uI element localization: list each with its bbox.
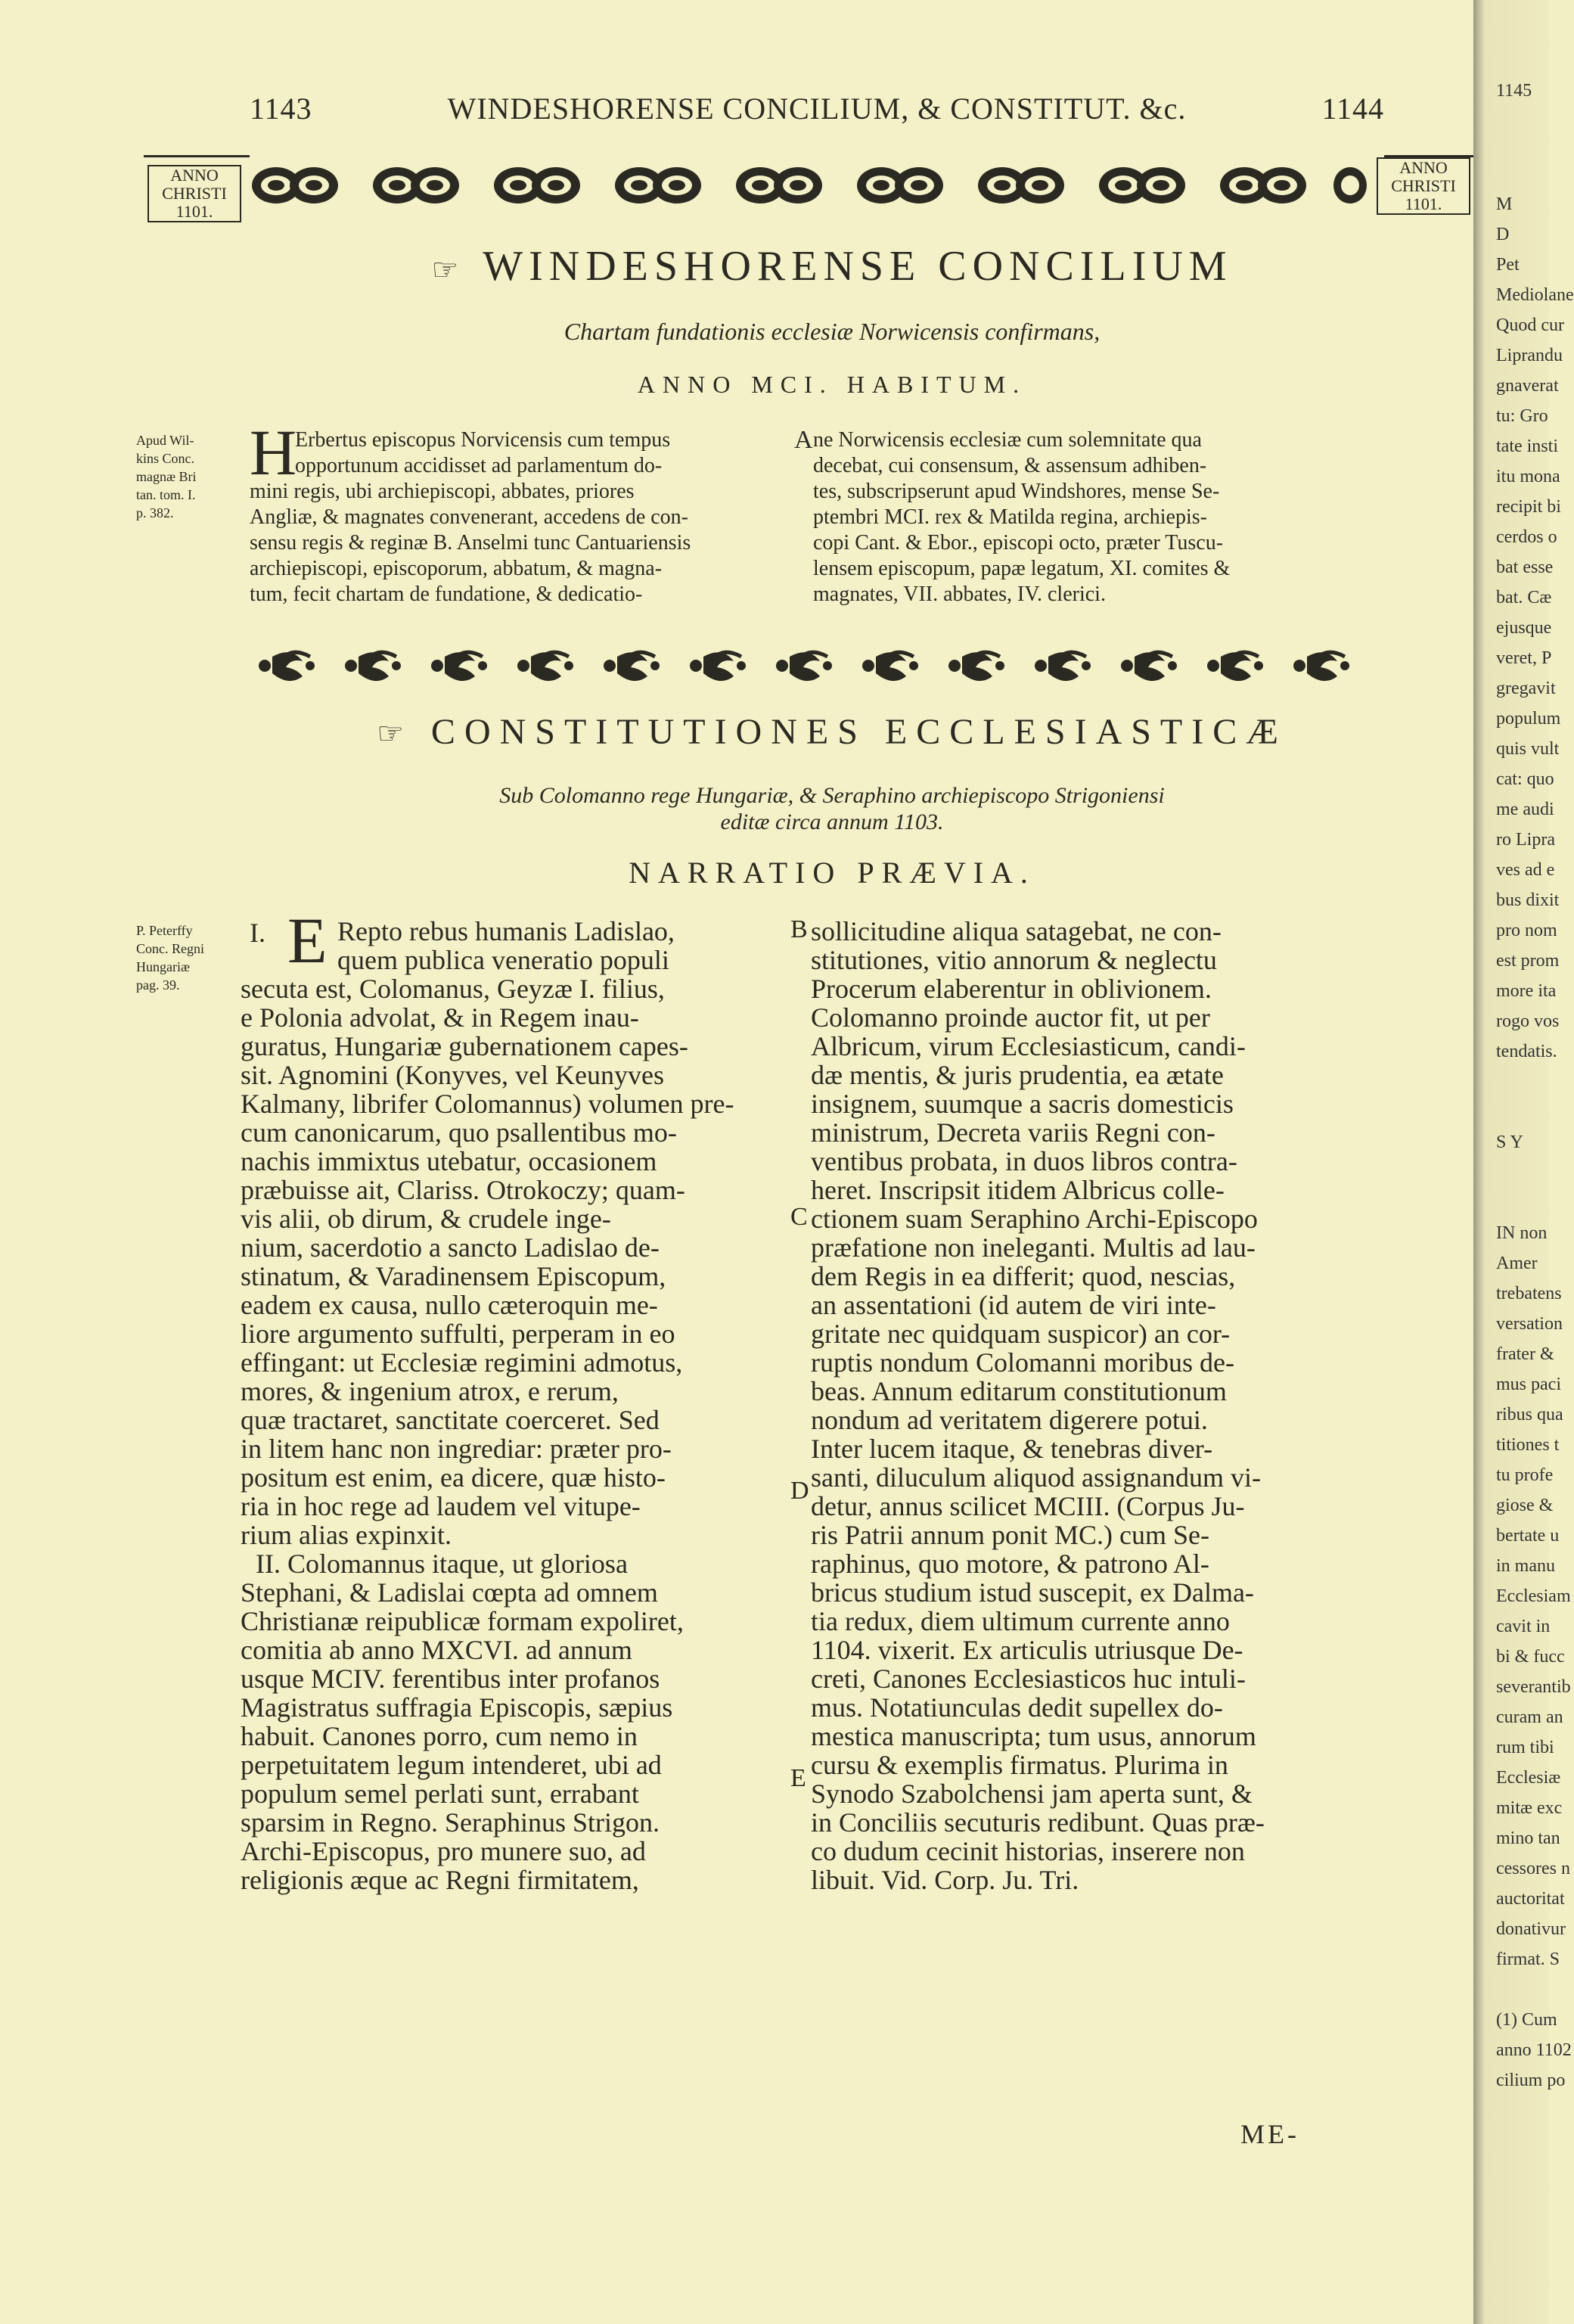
header-rule-left	[144, 155, 250, 157]
edge-line: rum tibi	[1496, 1738, 1554, 1757]
edge-line: me audi	[1496, 800, 1554, 819]
margin-letter-c: C	[790, 1203, 808, 1231]
text-line: heret. Inscripsit itidem Albricus colle-	[811, 1175, 1225, 1205]
edge-line: bat esse	[1496, 558, 1554, 577]
page-number-right: 1144	[1321, 92, 1384, 126]
text-line: decebat, cui consensum, & assensum adhiben-	[813, 454, 1207, 477]
edge-line: donativur	[1496, 1919, 1566, 1939]
text-line: tum, fecit chartam de fundatione, & dedicatio-	[250, 583, 643, 606]
text-line: Magistratus suffragia Episcopis, sæpius	[241, 1692, 673, 1723]
edge-line: mino tan	[1496, 1828, 1560, 1848]
text-line: quæ tractaret, sanctitate coerceret. Sed	[241, 1405, 660, 1435]
section2-left-column	[241, 917, 787, 1894]
text-line: secuta est, Colomanus, Geyzæ I. filius,	[241, 974, 665, 1004]
text-line: populum semel perlati sunt, errabant	[241, 1779, 639, 1809]
text-line: creti, Canones Ecclesiasticos huc intuli-	[811, 1664, 1246, 1694]
text-line: mores, & ingenium atrox, e rerum,	[241, 1376, 619, 1406]
adjacent-page-number: 1145	[1496, 81, 1532, 101]
section2-subtitle-line2: editæ circa annum 1103.	[720, 809, 944, 834]
text-line: sensu regis & reginæ B. Anselmi tunc Cantuariensis	[250, 531, 691, 555]
text-line: stinatum, & Varadinensem Episcopum,	[241, 1261, 666, 1291]
edge-line	[1496, 1067, 1549, 1097]
text-line: sparsim in Regno. Seraphinus Strigon.	[241, 1807, 660, 1838]
text-line: Kalmany, librifer Colomannus) volumen pre-	[241, 1089, 734, 1119]
text-line: cursu & exemplis firmatus. Plurima in	[811, 1750, 1228, 1780]
text-line: ruptis nondum Colomanni moribus de-	[811, 1347, 1234, 1378]
edge-line: in manu	[1496, 1556, 1555, 1576]
text-line: ria in hoc rege ad laudem vel vitupe-	[241, 1491, 641, 1521]
text-line: archiepiscopi, episcoporum, abbatum, & magna-	[250, 557, 663, 580]
edge-line: gregavit	[1496, 679, 1556, 698]
text-line: dæ mentis, & juris prudentia, ea ætate	[811, 1060, 1224, 1090]
edge-line: giose &	[1496, 1496, 1554, 1515]
christi-label: CHRISTI	[1391, 176, 1456, 195]
adjacent-page-lines	[1496, 189, 1574, 2096]
christi-label: CHRISTI	[162, 184, 227, 203]
text-line: bricus studium istud suscepit, ex Dalma-	[811, 1577, 1254, 1608]
text-line: raphinus, quo motore, & patrono Al-	[811, 1549, 1209, 1579]
text-line: Colomanno proinde auctor fit, ut per	[811, 1002, 1210, 1033]
text-line: gritate nec quidquam suspicor) an cor-	[811, 1319, 1231, 1349]
text-line: libuit. Vid. Corp. Ju. Tri.	[811, 1865, 1079, 1895]
edge-line: bi & fucc	[1496, 1647, 1565, 1667]
text-line: usque MCIV. ferentibus inter profanos	[241, 1664, 660, 1694]
edge-line	[1496, 1097, 1549, 1127]
margin-line: Apud Wil-	[136, 433, 194, 448]
text-line: religionis æque ac Regni firmitatem,	[241, 1865, 639, 1895]
section2-margin-note	[136, 921, 242, 994]
text-line: habuit. Canones porro, cum nemo in	[241, 1721, 638, 1751]
anno-label: ANNO	[170, 166, 219, 185]
text-line: II. Colomannus itaque, ut gloriosa	[256, 1549, 628, 1579]
margin-line: P. Peterffy	[136, 923, 193, 938]
text-line: ctionem suam Seraphino Archi-Episcopo	[811, 1204, 1258, 1234]
running-title: WINDESHORENSE CONCILIUM, & CONSTITUT. &c.	[447, 92, 1187, 126]
text-line: tia redux, diem ultimum currente anno	[811, 1606, 1230, 1636]
text-line: insignem, suumque a sacris domesticis	[811, 1089, 1234, 1119]
year-label: 1101.	[1405, 194, 1442, 213]
edge-line: Liprandu	[1496, 346, 1563, 365]
text-line: eadem ex causa, nullo cæteroquin me-	[241, 1290, 658, 1320]
section1-margin-note	[136, 431, 242, 522]
edge-line: itu mona	[1496, 467, 1560, 486]
section1-left-column	[250, 427, 790, 607]
edge-line: cat: quo	[1496, 769, 1554, 789]
edge-line: tu profe	[1496, 1465, 1554, 1485]
section1-anno: ANNO MCI. HABITUM.	[637, 371, 1027, 398]
text-line: ris Patrii annum ponit MC.) cum Se-	[811, 1520, 1209, 1550]
text-line: sit. Agnomini (Konyves, vel Keunyves	[241, 1060, 664, 1090]
text-line: santi, diluculum aliquod assignandum vi-	[811, 1462, 1261, 1493]
edge-line	[1496, 1974, 1549, 2005]
text-line: rium alias expinxit.	[241, 1520, 452, 1550]
text-line: ptembri MCI. rex & Matilda regina, archiepis-	[813, 505, 1207, 529]
edge-line: veret, P	[1496, 648, 1552, 668]
margin-letter-a: A	[794, 426, 813, 454]
text-line: Erbertus episcopus Norvicensis cum tempus	[295, 428, 671, 452]
text-line: tes, subscripserunt apud Windshores, mense Se-	[813, 480, 1220, 503]
edge-line: tu: Gro	[1496, 406, 1548, 426]
text-line: Christianæ reipublicæ formam expoliret,	[241, 1606, 684, 1636]
anno-christi-right	[1377, 157, 1470, 215]
margin-line: Conc. Regni	[136, 941, 204, 956]
edge-line: Ecclesiæ	[1496, 1768, 1561, 1788]
text-line: sollicitudine aliqua satagebat, ne con-	[811, 916, 1222, 946]
text-line: in Conciliis secuturis redibunt. Quas præ-	[811, 1807, 1265, 1838]
edge-line: mitæ exc	[1496, 1798, 1563, 1818]
paragraph-numeral: I.	[250, 918, 265, 948]
edge-line: more ita	[1496, 981, 1557, 1001]
edge-line: bertate u	[1496, 1526, 1560, 1546]
margin-letter-b: B	[790, 915, 808, 943]
text-line: Synodo Szabolchensi jam aperta sunt, &	[811, 1779, 1253, 1809]
section2-title-text: CONSTITUTIONES ECCLESIASTICÆ	[430, 712, 1287, 752]
text-line: effingant: ut Ecclesiæ regimini admotus,	[241, 1347, 683, 1378]
edge-line: populum	[1496, 709, 1561, 729]
running-header	[250, 91, 1384, 136]
pointing-hand-icon: ☞	[377, 716, 413, 750]
section1-dropcap: H	[250, 416, 297, 489]
edge-line: (1) Cum	[1496, 2010, 1557, 2030]
edge-line: auctoritat	[1496, 1889, 1565, 1909]
edge-line: firmat. S	[1496, 1950, 1560, 1969]
text-line: mestica manuscripta; tum usus, annorum	[811, 1721, 1256, 1751]
edge-line: rogo vos	[1496, 1011, 1560, 1031]
text-line: Archi-Episcopus, pro munere suo, ad	[241, 1836, 646, 1866]
section1-subtitle: Chartam fundationis ecclesiæ Norwicensis confirmans,	[563, 318, 1101, 345]
section1-title	[303, 242, 1361, 290]
edge-line: Ecclesiam	[1496, 1586, 1571, 1606]
text-line: stitutiones, vitio annorum & neglectu	[811, 945, 1217, 975]
text-line: cum canonicarum, quo psallentibus mo-	[241, 1117, 677, 1148]
text-line: Inter lucem itaque, & tenebras diver-	[811, 1434, 1213, 1464]
text-line: positum est enim, ea dicere, quæ histo-	[241, 1462, 666, 1493]
edge-line: severantib	[1496, 1677, 1571, 1697]
edge-line: M	[1496, 194, 1513, 214]
margin-line: Hungariæ	[136, 959, 190, 974]
text-line: copi Cant. & Ebor., episcopi octo, præter Tuscu-	[813, 531, 1224, 555]
adjacent-page-edge	[1473, 0, 1574, 2324]
text-line: liore argumento suffulti, perperam in eo	[241, 1319, 675, 1349]
edge-line: S Y	[1496, 1132, 1523, 1152]
edge-line: est prom	[1496, 951, 1560, 971]
text-line: lensem episcopum, papæ legatum, XI. comites &	[813, 557, 1231, 580]
anno-christi-left	[147, 165, 241, 222]
edge-line: ribus qua	[1496, 1405, 1563, 1425]
edge-line: Mediolane	[1496, 285, 1574, 305]
edge-line: tendatis.	[1496, 1042, 1557, 1061]
edge-line: D	[1496, 225, 1510, 244]
adjacent-page-text	[1496, 76, 1549, 106]
text-line: Repto rebus humanis Ladislao,	[337, 916, 675, 946]
ornament-band-middle	[250, 643, 1369, 688]
text-line: mus. Notatiunculas dedit supellex do-	[811, 1692, 1223, 1723]
catchword: ME-	[1240, 2119, 1299, 2149]
text-line: e Polonia advolat, & in Regem inau-	[241, 1002, 639, 1033]
margin-line: pag. 39.	[136, 977, 180, 993]
section1-title-text: WINDESHORENSE CONCILIUM	[483, 243, 1233, 290]
edge-line: curam an	[1496, 1707, 1563, 1727]
edge-line: bat. Cæ	[1496, 588, 1552, 607]
edge-line: mus paci	[1496, 1375, 1561, 1394]
text-line: an assentationi (id autem de viri inte-	[811, 1290, 1216, 1320]
text-line: perpetuitatem legum intenderet, ubi ad	[241, 1750, 662, 1780]
margin-line: tan. tom. I.	[136, 487, 196, 502]
margin-letter-d: D	[790, 1477, 809, 1505]
text-line: vis alii, ob dirum, & crudele inge-	[241, 1204, 611, 1234]
edge-line: recipit bi	[1496, 497, 1561, 517]
margin-line: kins Conc.	[136, 451, 195, 466]
edge-line: cilium po	[1496, 2071, 1566, 2090]
edge-line	[1496, 1157, 1549, 1188]
section2-right-column	[811, 917, 1369, 1894]
section2-subtitle-line1: Sub Colomanno rege Hungariæ, & Seraphino archiepiscopo Strigoniensi	[499, 783, 1165, 808]
edge-line: cavit in	[1496, 1617, 1551, 1636]
pointing-hand-icon: ☞	[431, 253, 465, 287]
text-line: Stephani, & Ladislai cœpta ad omnem	[241, 1577, 658, 1608]
edge-line: versation	[1496, 1314, 1563, 1334]
text-line: Procerum elaberentur in oblivionem.	[811, 974, 1212, 1004]
text-line: nachis immixtus utebatur, occasionem	[241, 1146, 657, 1176]
edge-line: cerdos o	[1496, 527, 1557, 547]
text-line: detur, annus scilicet MCIII. (Corpus Ju-	[811, 1491, 1245, 1521]
margin-line: magnæ Bri	[136, 469, 197, 484]
text-line: Albricum, virum Ecclesiasticum, candi-	[811, 1031, 1246, 1061]
section1-right-column	[813, 427, 1369, 607]
edge-line: tate insti	[1496, 437, 1558, 456]
text-line: co dudum cecinit historias, inserere non	[811, 1836, 1245, 1866]
text-line: magnates, VII. abbates, IV. clerici.	[813, 583, 1106, 606]
text-line: nondum ad veritatem digerere potui.	[811, 1405, 1208, 1435]
section2-title	[303, 711, 1361, 753]
edge-line: Pet	[1496, 255, 1520, 275]
text-line: præfatione non ineleganti. Multis ad lau-	[811, 1232, 1256, 1263]
edge-line: ves ad e	[1496, 860, 1555, 880]
edge-line: pro nom	[1496, 921, 1557, 940]
ornament-band-top	[250, 159, 1369, 212]
year-label: 1101.	[175, 202, 213, 221]
edge-line: anno 1102	[1496, 2040, 1572, 2060]
edge-line: IN non	[1496, 1223, 1548, 1243]
text-line: nium, sacerdotio a sancto Ladislao de-	[241, 1232, 660, 1263]
edge-line: titiones t	[1496, 1435, 1560, 1455]
edge-line: cessores n	[1496, 1859, 1570, 1878]
edge-line: trebatens	[1496, 1284, 1562, 1303]
edge-line: ejusque	[1496, 618, 1552, 638]
text-line: præbuisse ait, Clariss. Otrokoczy; quam-	[241, 1175, 685, 1205]
edge-line: ro Lipra	[1496, 830, 1555, 850]
text-line: guratus, Hungariæ gubernationem capes-	[241, 1031, 688, 1061]
edge-line	[1496, 1188, 1549, 1218]
edge-line: gnaverat	[1496, 376, 1559, 396]
edge-line: quis vult	[1496, 739, 1560, 759]
page-number-left: 1143	[250, 92, 312, 126]
edge-line: Amer	[1496, 1254, 1538, 1273]
edge-line: Quod cur	[1496, 315, 1564, 335]
text-line: Angliæ, & magnates convenerant, accedens de con-	[250, 505, 689, 529]
text-line: comitia ab anno MXCVI. ad annum	[241, 1635, 632, 1665]
margin-letter-e: E	[790, 1764, 806, 1792]
text-line: beas. Annum editarum constitutionum	[811, 1376, 1227, 1406]
text-line: dem Regis in ea differit; quod, nescias,	[811, 1261, 1236, 1291]
text-line: 1104. vixerit. Ex articulis utriusque De-	[811, 1635, 1243, 1665]
section2-dropcap: E	[287, 904, 328, 977]
text-line: opportunum accidisset ad parlamentum do-	[295, 454, 663, 477]
text-line: ministrum, Decreta variis Regni con-	[811, 1117, 1215, 1148]
edge-line: frater &	[1496, 1344, 1554, 1364]
section2-heading: NARRATIO PRÆVIA.	[629, 856, 1035, 890]
anno-label: ANNO	[1399, 158, 1448, 177]
text-line: mini regis, ubi archiepiscopi, abbates, priores	[250, 480, 635, 503]
edge-line: bus dixit	[1496, 890, 1560, 910]
text-line: ventibus probata, in duos libros contra-	[811, 1146, 1237, 1176]
margin-line: p. 382.	[136, 505, 174, 520]
text-line: quem publica veneratio populi	[337, 945, 669, 975]
text-line: in litem hanc non ingrediar: præter pro-	[241, 1434, 672, 1464]
text-line: ne Norwicensis ecclesiæ cum solemnitate qua	[813, 428, 1202, 452]
